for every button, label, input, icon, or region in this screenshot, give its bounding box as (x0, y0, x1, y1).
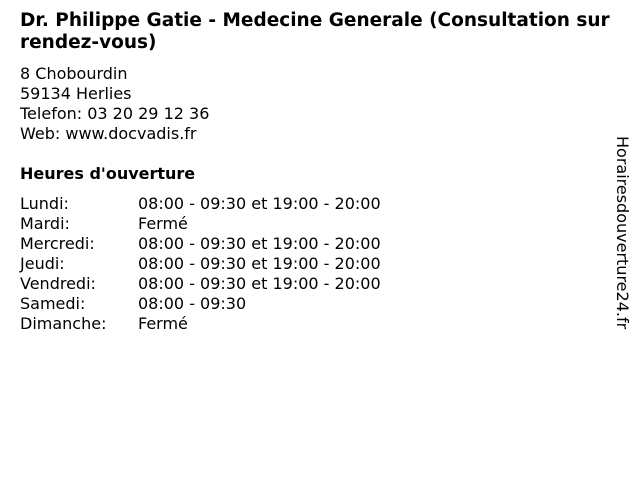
day-hours: Fermé (138, 214, 188, 233)
website: Web: www.docvadis.fr (20, 124, 197, 143)
day-hours: 08:00 - 09:30 (138, 294, 247, 313)
page-title: Dr. Philippe Gatie - Medecine Generale (Consultation sur rendez-vous) (20, 10, 610, 53)
day-label: Vendredi: (20, 274, 96, 293)
watermark: Horairesdouverture24.fr (613, 136, 632, 330)
address-street: 8 Chobourdin (20, 64, 128, 83)
phone-number: Telefon: 03 20 29 12 36 (20, 104, 210, 123)
address-block (20, 64, 209, 144)
opening-hours-heading: Heures d'ouverture (20, 164, 196, 183)
day-label: Mardi: (20, 214, 70, 233)
day-label: Mercredi: (20, 234, 95, 253)
day-label: Dimanche: (20, 314, 107, 333)
address-city: 59134 Herlies (20, 84, 132, 103)
day-label: Lundi: (20, 194, 69, 213)
day-label: Samedi: (20, 294, 86, 313)
day-label: Jeudi: (20, 254, 65, 273)
day-hours: Fermé (138, 314, 188, 333)
day-hours: 08:00 - 09:30 et 19:00 - 20:00 (138, 274, 381, 293)
day-hours: 08:00 - 09:30 et 19:00 - 20:00 (138, 194, 381, 213)
day-hours: 08:00 - 09:30 et 19:00 - 20:00 (138, 234, 381, 253)
day-hours: 08:00 - 09:30 et 19:00 - 20:00 (138, 254, 381, 273)
